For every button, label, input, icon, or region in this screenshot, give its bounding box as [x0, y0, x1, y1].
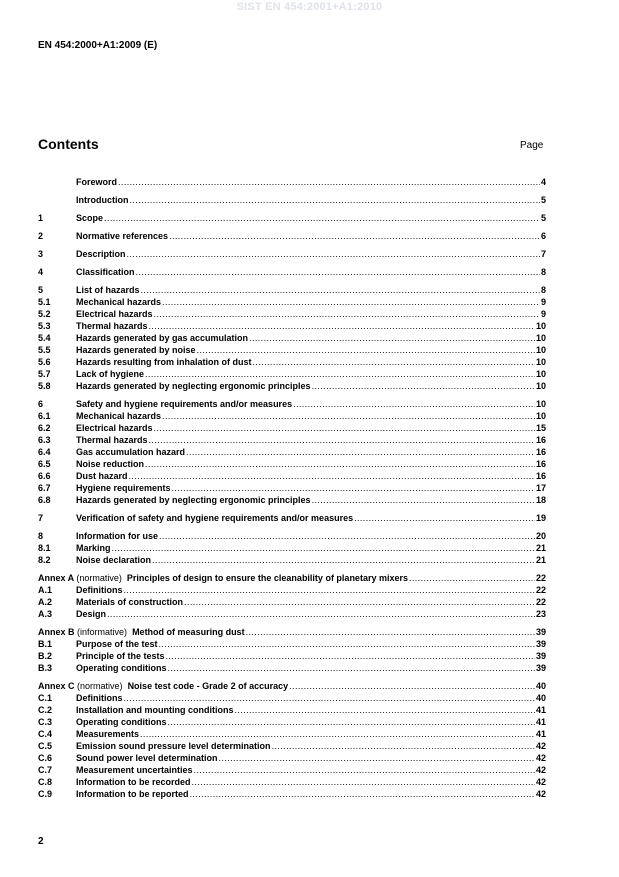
- toc-entry-title: Measurements: [76, 729, 140, 739]
- toc-entry[interactable]: [38, 776, 546, 788]
- toc-entry-page: 10: [535, 381, 546, 391]
- table-of-contents: [38, 176, 546, 800]
- toc-entry-number: 5.2: [38, 309, 51, 319]
- annex-type: (informative): [77, 627, 128, 637]
- toc-entry-title: Operating conditions: [76, 663, 167, 673]
- toc-entry-number: 5.5: [38, 345, 51, 355]
- toc-entry-title: [38, 626, 245, 638]
- toc-entry[interactable]: [38, 320, 546, 332]
- toc-entry-number: C.3: [38, 717, 53, 727]
- toc-entry-page: 10: [535, 333, 546, 343]
- dot-leader: [219, 752, 535, 764]
- toc-entry-title: Hazards generated by neglecting ergonomic principles: [76, 381, 311, 391]
- dot-leader: [162, 296, 540, 308]
- toc-entry-page: 10: [535, 357, 546, 367]
- toc-entry[interactable]: [38, 572, 546, 584]
- toc-entry-title: Mechanical hazards: [76, 411, 162, 421]
- dot-leader: [354, 512, 535, 524]
- toc-entry-page: 42: [535, 789, 546, 799]
- toc-entry-page: 6: [540, 231, 546, 241]
- toc-entry-title: Principle of the tests: [76, 651, 165, 661]
- toc-entry-number: 6.8: [38, 495, 51, 505]
- toc-entry-number: 6.2: [38, 423, 51, 433]
- toc-entry-page: 8: [540, 267, 546, 277]
- toc-entry-page: 21: [535, 555, 546, 565]
- toc-entry[interactable]: [38, 752, 546, 764]
- toc-entry-number: 5.4: [38, 333, 51, 343]
- toc-entry[interactable]: [38, 458, 546, 470]
- toc-entry-title: Materials of construction: [76, 597, 184, 607]
- toc-entry-page: 10: [535, 345, 546, 355]
- toc-entry-page: 21: [535, 543, 546, 553]
- dot-leader: [312, 380, 535, 392]
- toc-entry[interactable]: [38, 470, 546, 482]
- toc-entry[interactable]: [38, 596, 546, 608]
- toc-entry-title: Mechanical hazards: [76, 297, 162, 307]
- dot-leader: [289, 680, 535, 692]
- toc-entry-title: Measurement uncertainties: [76, 765, 193, 775]
- toc-entry-page: 16: [535, 471, 546, 481]
- dot-leader: [166, 650, 535, 662]
- dot-leader: [136, 266, 540, 278]
- toc-entry-number: 8.2: [38, 555, 51, 565]
- toc-entry-number: 3: [38, 249, 44, 259]
- dot-leader: [152, 554, 535, 566]
- contents-title: Contents: [38, 136, 99, 152]
- toc-entry[interactable]: [38, 692, 546, 704]
- dot-leader: [312, 494, 535, 506]
- toc-entry-title: Gas accumulation hazard: [76, 447, 186, 457]
- toc-entry[interactable]: [38, 212, 546, 224]
- toc-entry-page: 41: [535, 705, 546, 715]
- dot-leader: [184, 596, 535, 608]
- toc-entry[interactable]: [38, 716, 546, 728]
- toc-entry[interactable]: [38, 194, 546, 206]
- toc-entry-number: 6.7: [38, 483, 51, 493]
- toc-entry[interactable]: [38, 788, 546, 800]
- toc-entry-page: 9: [540, 309, 546, 319]
- annex-type: (normative): [76, 573, 122, 583]
- toc-entry-page: 18: [535, 495, 546, 505]
- dot-leader: [141, 284, 540, 296]
- toc-entry-number: A.3: [38, 609, 53, 619]
- toc-entry[interactable]: [38, 638, 546, 650]
- toc-entry-page: 22: [535, 597, 546, 607]
- toc-entry[interactable]: [38, 434, 546, 446]
- toc-entry-number: 5: [38, 285, 44, 295]
- toc-entry-title: Introduction: [76, 195, 129, 205]
- toc-entry-page: 22: [535, 573, 546, 583]
- toc-entry-number: B.3: [38, 663, 53, 673]
- toc-entry[interactable]: [38, 368, 546, 380]
- toc-entry[interactable]: [38, 680, 546, 692]
- toc-entry-number: 4: [38, 267, 44, 277]
- toc-entry-page: 7: [540, 249, 546, 259]
- toc-entry-page: 39: [535, 639, 546, 649]
- toc-entry[interactable]: [38, 530, 546, 542]
- toc-entry-number: 5.8: [38, 381, 51, 391]
- dot-leader: [140, 728, 535, 740]
- toc-entry-number: C.4: [38, 729, 53, 739]
- annex-label: Annex B: [38, 627, 75, 637]
- toc-entry-page: 39: [535, 651, 546, 661]
- toc-entry[interactable]: [38, 410, 546, 422]
- toc-entry[interactable]: [38, 284, 546, 296]
- toc-entry-title: Information to be reported: [76, 789, 189, 799]
- dot-leader: [124, 692, 535, 704]
- toc-entry-page: 41: [535, 717, 546, 727]
- toc-entry-page: 23: [535, 609, 546, 619]
- dot-leader: [159, 530, 535, 542]
- toc-entry[interactable]: [38, 740, 546, 752]
- dot-leader: [107, 608, 535, 620]
- toc-entry-number: 2: [38, 231, 44, 241]
- toc-entry-page: 22: [535, 585, 546, 595]
- dot-leader: [130, 194, 540, 206]
- toc-entry-page: 17: [535, 483, 546, 493]
- toc-entry-title: Foreword: [76, 177, 118, 187]
- toc-entry-title: Installation and mounting conditions: [76, 705, 234, 715]
- annex-type: (normative): [77, 681, 123, 691]
- toc-entry-page: 19: [535, 513, 546, 523]
- dot-leader: [172, 482, 535, 494]
- toc-entry[interactable]: [38, 344, 546, 356]
- dot-leader: [186, 446, 535, 458]
- toc-entry-page: 42: [535, 765, 546, 775]
- toc-entry-title: Purpose of the test: [76, 639, 158, 649]
- toc-entry-page: 16: [535, 435, 546, 445]
- toc-entry[interactable]: [38, 248, 546, 260]
- dot-leader: [192, 776, 535, 788]
- dot-leader: [154, 422, 535, 434]
- toc-entry-page: 40: [535, 693, 546, 703]
- toc-entry-title: Sound power level determination: [76, 753, 218, 763]
- toc-entry-page: 10: [535, 399, 546, 409]
- toc-entry-number: 6: [38, 399, 44, 409]
- toc-entry-title: Lack of hygiene: [76, 369, 145, 379]
- toc-entry-title: Hygiene requirements: [76, 483, 171, 493]
- annex-title: Noise test code - Grade 2 of accuracy: [127, 681, 289, 691]
- toc-entry-number: C.9: [38, 789, 53, 799]
- toc-entry-title: Electrical hazards: [76, 423, 153, 433]
- toc-entry-page: 8: [540, 285, 546, 295]
- dot-leader: [124, 584, 535, 596]
- page-column-label: Page: [520, 140, 544, 151]
- toc-entry-number: 5.3: [38, 321, 51, 331]
- toc-entry[interactable]: [38, 356, 546, 368]
- toc-entry-title: Verification of safety and hygiene requirements and/or measures: [76, 513, 354, 523]
- toc-entry-title: Hazards resulting from inhalation of dust: [76, 357, 252, 367]
- toc-entry-title: Noise reduction: [76, 459, 145, 469]
- toc-entry-page: 41: [535, 729, 546, 739]
- toc-entry-title: Information to be recorded: [76, 777, 191, 787]
- toc-entry-page: 39: [535, 627, 546, 637]
- toc-entry-number: C.2: [38, 705, 53, 715]
- toc-entry-number: 1: [38, 213, 44, 223]
- toc-entry[interactable]: [38, 176, 546, 188]
- toc-entry-number: B.2: [38, 651, 53, 661]
- toc-entry-page: 40: [535, 681, 546, 691]
- toc-entry-title: Safety and hygiene requirements and/or measures: [76, 399, 293, 409]
- annex-label: Annex A: [38, 573, 74, 583]
- toc-entry-number: C.7: [38, 765, 53, 775]
- dot-leader: [162, 410, 535, 422]
- toc-entry[interactable]: [38, 584, 546, 596]
- toc-entry-number: 5.6: [38, 357, 51, 367]
- toc-entry[interactable]: [38, 728, 546, 740]
- toc-entry-page: 42: [535, 777, 546, 787]
- page-number: 2: [38, 836, 44, 847]
- toc-entry-page: 4: [540, 177, 546, 187]
- toc-entry-title: Design: [76, 609, 107, 619]
- toc-entry-title: Emission sound pressure level determination: [76, 741, 271, 751]
- toc-entry[interactable]: [38, 482, 546, 494]
- toc-entry-number: 6.3: [38, 435, 51, 445]
- toc-entry-number: 6.4: [38, 447, 51, 457]
- toc-entry-page: 5: [540, 213, 546, 223]
- toc-entry[interactable]: [38, 230, 546, 242]
- annex-label: Annex C: [38, 681, 75, 691]
- dot-leader: [194, 764, 535, 776]
- toc-entry[interactable]: [38, 662, 546, 674]
- toc-entry-page: 10: [535, 321, 546, 331]
- toc-entry-page: 16: [535, 459, 546, 469]
- dot-leader: [253, 356, 535, 368]
- dot-leader: [145, 458, 535, 470]
- toc-entry-title: Electrical hazards: [76, 309, 153, 319]
- dot-leader: [168, 716, 535, 728]
- dot-leader: [190, 788, 535, 800]
- toc-entry-page: 42: [535, 741, 546, 751]
- toc-entry-page: 10: [535, 369, 546, 379]
- toc-entry-title: Thermal hazards: [76, 321, 148, 331]
- toc-entry-page: 9: [540, 297, 546, 307]
- toc-entry-number: 6.5: [38, 459, 51, 469]
- toc-entry[interactable]: [38, 704, 546, 716]
- toc-entry-page: 20: [535, 531, 546, 541]
- toc-entry[interactable]: [38, 422, 546, 434]
- toc-entry[interactable]: [38, 512, 546, 524]
- toc-entry-number: B.1: [38, 639, 53, 649]
- toc-entry-number: 8: [38, 531, 44, 541]
- toc-entry-number: 6.6: [38, 471, 51, 481]
- dot-leader: [104, 212, 540, 224]
- dot-leader: [159, 638, 535, 650]
- toc-entry-title: Scope: [76, 213, 104, 223]
- toc-entry-page: 16: [535, 447, 546, 457]
- toc-entry[interactable]: [38, 332, 546, 344]
- toc-entry-page: 42: [535, 753, 546, 763]
- watermark: SIST EN 454:2001+A1:2010: [236, 1, 383, 13]
- document-id: EN 454:2000+A1:2009 (E): [38, 40, 158, 51]
- dot-leader: [149, 320, 535, 332]
- toc-entry[interactable]: [38, 650, 546, 662]
- dot-leader: [127, 248, 540, 260]
- toc-entry[interactable]: [38, 626, 546, 638]
- toc-entry-title: [38, 572, 408, 584]
- toc-entry[interactable]: [38, 608, 546, 620]
- toc-entry-number: A.1: [38, 585, 53, 595]
- toc-entry-page: 15: [535, 423, 546, 433]
- toc-entry-number: C.8: [38, 777, 53, 787]
- toc-entry[interactable]: [38, 446, 546, 458]
- dot-leader: [149, 434, 535, 446]
- dot-leader: [235, 704, 535, 716]
- dot-leader: [118, 176, 540, 188]
- toc-entry-title: Marking: [76, 543, 111, 553]
- toc-entry-number: A.2: [38, 597, 53, 607]
- toc-entry-title: Hazards generated by noise: [76, 345, 196, 355]
- toc-entry-title: Dust hazard: [76, 471, 128, 481]
- toc-entry-title: Description: [76, 249, 126, 259]
- annex-title: Method of measuring dust: [132, 627, 245, 637]
- dot-leader: [293, 398, 535, 410]
- dot-leader: [169, 230, 540, 242]
- toc-entry-title: Hazards generated by neglecting ergonomic principles: [76, 495, 311, 505]
- dot-leader: [409, 572, 535, 584]
- toc-entry[interactable]: [38, 308, 546, 320]
- toc-entry[interactable]: [38, 542, 546, 554]
- toc-entry-title: Normative references: [76, 231, 169, 241]
- toc-entry-page: 10: [535, 411, 546, 421]
- toc-entry[interactable]: [38, 554, 546, 566]
- toc-entry-number: C.6: [38, 753, 53, 763]
- dot-leader: [112, 542, 535, 554]
- toc-entry-title: List of hazards: [76, 285, 140, 295]
- toc-entry[interactable]: [38, 398, 546, 410]
- dot-leader: [145, 368, 535, 380]
- toc-entry[interactable]: [38, 266, 546, 278]
- toc-entry-title: Information for use: [76, 531, 159, 541]
- toc-entry[interactable]: [38, 764, 546, 776]
- toc-entry-title: Operating conditions: [76, 717, 167, 727]
- toc-entry[interactable]: [38, 494, 546, 506]
- toc-entry-number: C.1: [38, 693, 53, 703]
- toc-entry-title: Definitions: [76, 693, 123, 703]
- dot-leader: [249, 332, 535, 344]
- dot-leader: [154, 308, 540, 320]
- toc-entry-title: Definitions: [76, 585, 123, 595]
- toc-entry-number: 5.7: [38, 369, 51, 379]
- toc-entry-title: Classification: [76, 267, 135, 277]
- toc-entry-number: 7: [38, 513, 44, 523]
- dot-leader: [168, 662, 535, 674]
- toc-entry-number: 5.1: [38, 297, 51, 307]
- toc-entry-title: Noise declaration: [76, 555, 152, 565]
- toc-entry-number: 6.1: [38, 411, 51, 421]
- dot-leader: [246, 626, 535, 638]
- toc-entry-title: Hazards generated by gas accumulation: [76, 333, 249, 343]
- toc-entry-page: 5: [540, 195, 546, 205]
- toc-entry-number: 8.1: [38, 543, 51, 553]
- dot-leader: [272, 740, 535, 752]
- toc-entry-number: C.5: [38, 741, 53, 751]
- toc-entry-page: 39: [535, 663, 546, 673]
- toc-entry[interactable]: [38, 380, 546, 392]
- dot-leader: [129, 470, 535, 482]
- toc-entry[interactable]: [38, 296, 546, 308]
- dot-leader: [197, 344, 535, 356]
- toc-entry-title: [38, 680, 288, 692]
- annex-title: Principles of design to ensure the cleanability of planetary mixers: [126, 573, 408, 583]
- toc-entry-title: Thermal hazards: [76, 435, 148, 445]
